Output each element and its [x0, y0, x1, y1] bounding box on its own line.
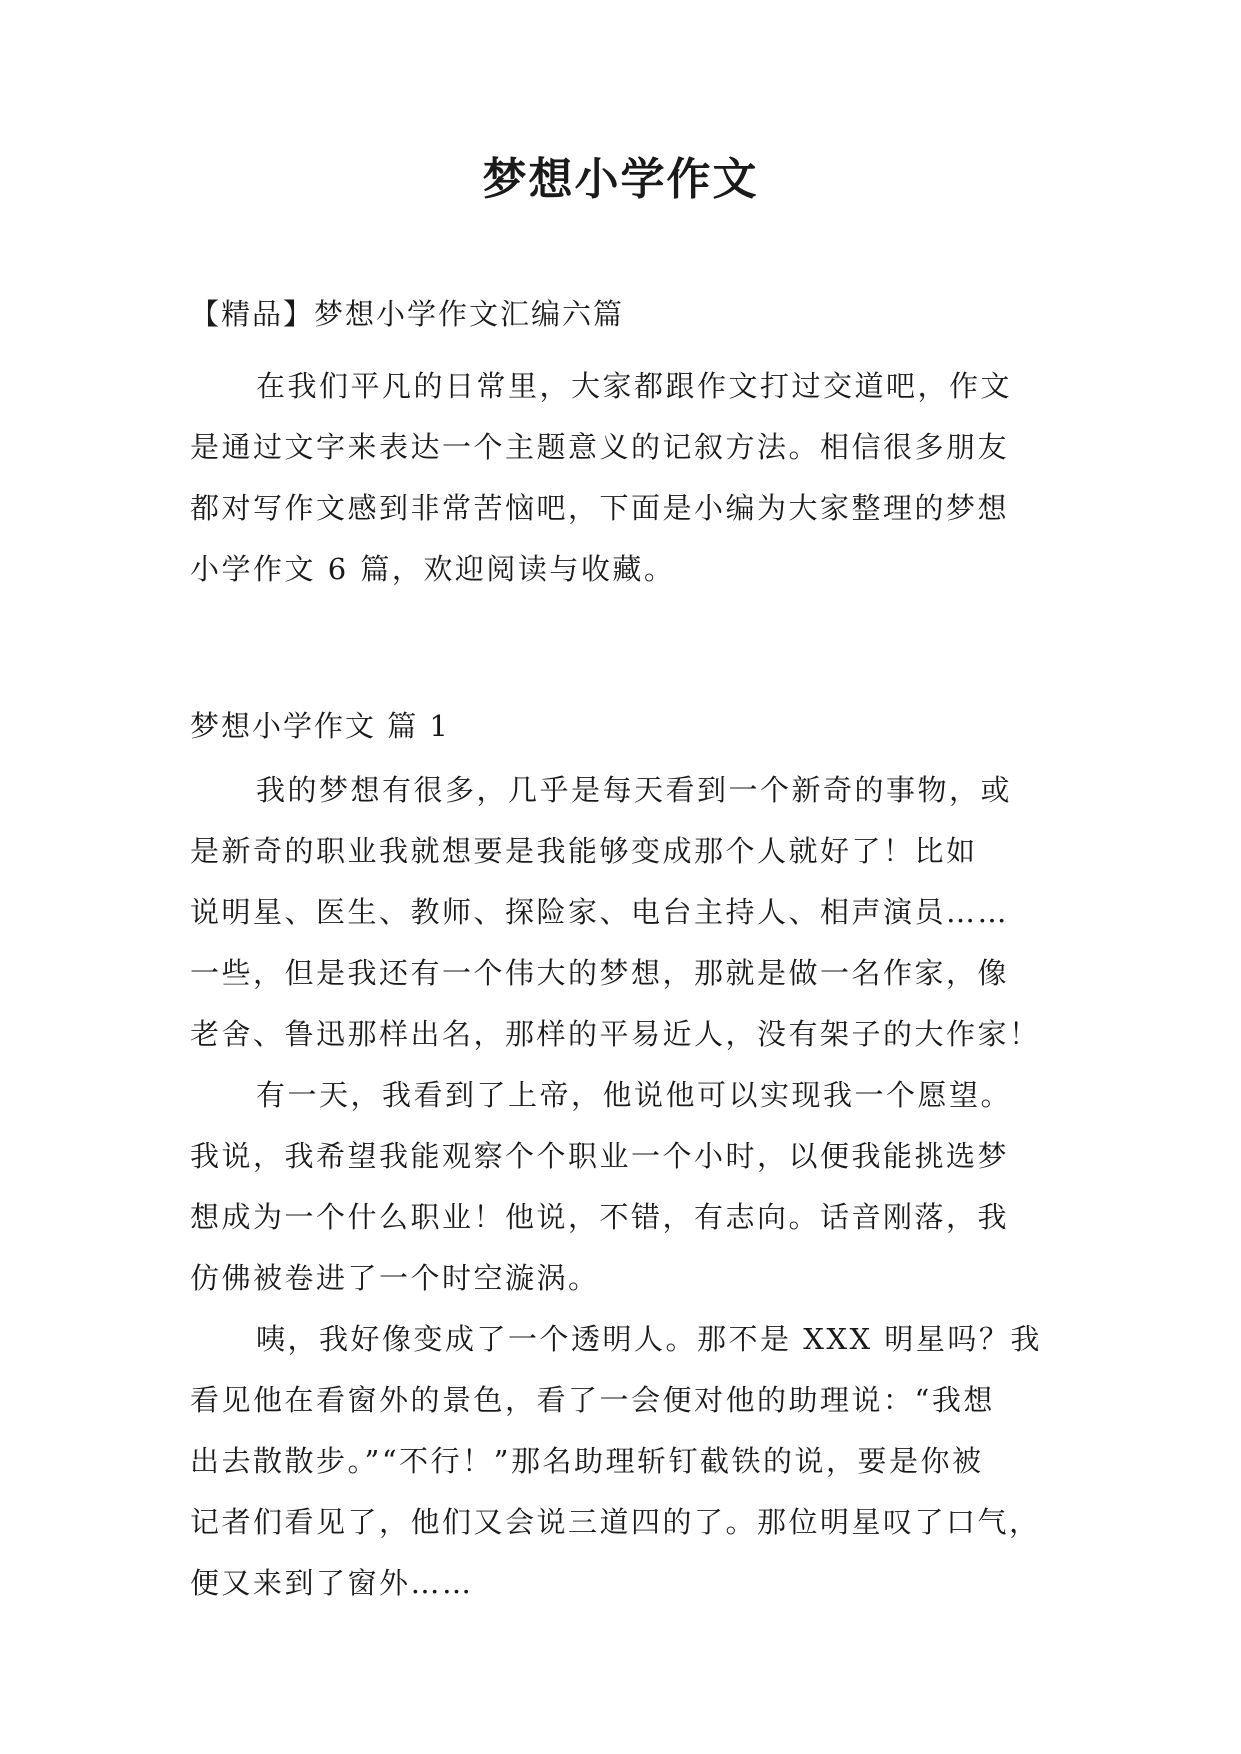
text-line: 记者们看见了，他们又会说三道四的了。那位明星叹了口气， [190, 1505, 1041, 1539]
text-line: 咦，我好像变成了一个透明人。那不是 XXX 明星吗？我 [256, 1322, 1042, 1356]
text-line: 都对写作文感到非常苦恼吧，下面是小编为大家整理的梦想 [190, 491, 1010, 525]
paragraph-1 [190, 760, 1060, 1065]
text-line: 说明星、医生、教师、探险家、电台主持人、相声演员…… [190, 895, 1010, 929]
text-line: 有一天，我看到了上帝，他说他可以实现我一个愿望。 [256, 1078, 1013, 1112]
text-line: 小学作文 6 篇，欢迎阅读与收藏。 [190, 552, 676, 586]
text-line: 出去散散步。”“不行！”那名助理斩钉截铁的说，要是你被 [190, 1444, 984, 1478]
text-line: 一些，但是我还有一个伟大的梦想，那就是做一名作家，像 [190, 956, 1010, 990]
text-line: 我的梦想有很多，几乎是每天看到一个新奇的事物，或 [256, 773, 1013, 807]
text-line: 看见他在看窗外的景色，看了一会便对他的助理说：“我想 [190, 1383, 995, 1417]
text-line: 是通过文字来表达一个主题意义的记叙方法。相信很多朋友 [190, 430, 1010, 464]
document-title: 梦想小学作文 [482, 154, 759, 205]
section-heading: 梦想小学作文 篇 1 [190, 709, 450, 743]
document-subtitle: 【精品】梦想小学作文汇编六篇 [190, 297, 625, 331]
text-line: 我说，我希望我能观察个个职业一个小时，以便我能挑选梦 [190, 1139, 1010, 1173]
paragraph-3 [190, 1309, 1060, 1614]
intro-paragraph [190, 356, 1060, 600]
text-line: 想成为一个什么职业！他说，不错，有志向。话音刚落，我 [190, 1200, 1010, 1234]
text-line: 便又来到了窗外…… [190, 1566, 474, 1600]
text-line: 仿佛被卷进了一个时空漩涡。 [190, 1261, 600, 1295]
paragraph-2 [190, 1065, 1060, 1309]
text-line: 老舍、鲁迅那样出名，那样的平易近人，没有架子的大作家！ [190, 1017, 1041, 1051]
text-line: 在我们平凡的日常里，大家都跟作文打过交道吧，作文 [256, 369, 1013, 403]
text-line: 是新奇的职业我就想要是我能够变成那个人就好了！比如 [190, 834, 978, 868]
